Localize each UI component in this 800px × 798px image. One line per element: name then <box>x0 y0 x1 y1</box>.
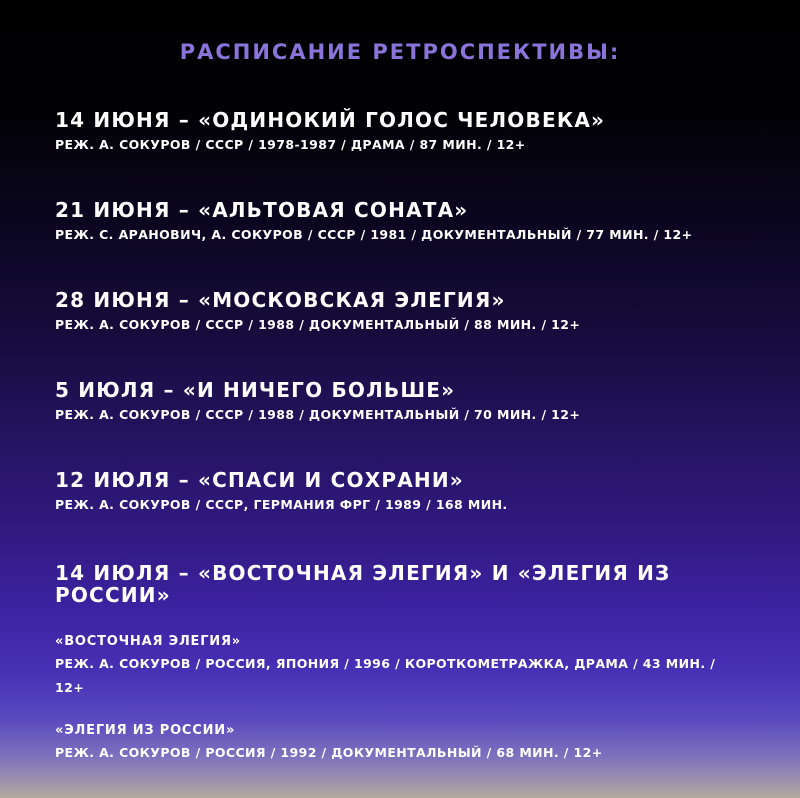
entry-details: РЕЖ. С. АРАНОВИЧ, А. СОКУРОВ / СССР / 1981 / ДОКУМЕНТАЛЬНЫЙ / 77 МИН. / 12+ <box>55 227 693 242</box>
schedule-entry <box>55 109 765 152</box>
schedule-entry <box>55 289 765 332</box>
film-details: РЕЖ. А. СОКУРОВ / РОССИЯ, ЯПОНИЯ / 1996 / КОРОТКОМЕТРАЖКА, ДРАМА / 43 МИН. / 12+ <box>55 656 716 695</box>
schedule-entry <box>55 562 765 606</box>
entry-details: РЕЖ. А. СОКУРОВ / СССР / 1988 / ДОКУМЕНТАЛЬНЫЙ / 70 МИН. / 12+ <box>55 407 581 422</box>
page-title: РАСПИСАНИЕ РЕТРОСПЕКТИВЫ: <box>179 40 621 64</box>
entry-title: 5 ИЮЛЯ – «И НИЧЕГО БОЛЬШЕ» <box>55 378 456 402</box>
schedule-entry <box>55 199 765 242</box>
entry-details: РЕЖ. А. СОКУРОВ / СССР / 1978-1987 / ДРАМА / 87 МИН. / 12+ <box>55 137 526 152</box>
entry-title: 14 ИЮНЯ – «ОДИНОКИЙ ГОЛОС ЧЕЛОВЕКА» <box>55 108 606 132</box>
entry-title: 21 ИЮНЯ – «АЛЬТОВАЯ СОНАТА» <box>55 198 469 222</box>
film-title: «ЭЛЕГИЯ ИЗ РОССИИ» <box>55 723 236 738</box>
entry-details: РЕЖ. А. СОКУРОВ / СССР, ГЕРМАНИЯ ФРГ / 1989 / 168 МИН. <box>55 497 508 512</box>
film-details: РЕЖ. А. СОКУРОВ / РОССИЯ / 1992 / ДОКУМЕНТАЛЬНЫЙ / 68 МИН. / 12+ <box>55 745 603 760</box>
entry-title: 14 ИЮЛЯ – «ВОСТОЧНАЯ ЭЛЕГИЯ» И «ЭЛЕГИЯ ИЗ РОССИИ» <box>55 561 671 607</box>
entry-title: 28 ИЮНЯ – «МОСКОВСКАЯ ЭЛЕГИЯ» <box>55 288 506 312</box>
entry-details: РЕЖ. А. СОКУРОВ / СССР / 1988 / ДОКУМЕНТАЛЬНЫЙ / 88 МИН. / 12+ <box>55 317 581 332</box>
film-title: «ВОСТОЧНАЯ ЭЛЕГИЯ» <box>55 634 241 649</box>
schedule-entry <box>55 379 765 422</box>
entry-title: 12 ИЮЛЯ – «СПАСИ И СОХРАНИ» <box>55 468 464 492</box>
schedule-entry <box>55 469 765 512</box>
